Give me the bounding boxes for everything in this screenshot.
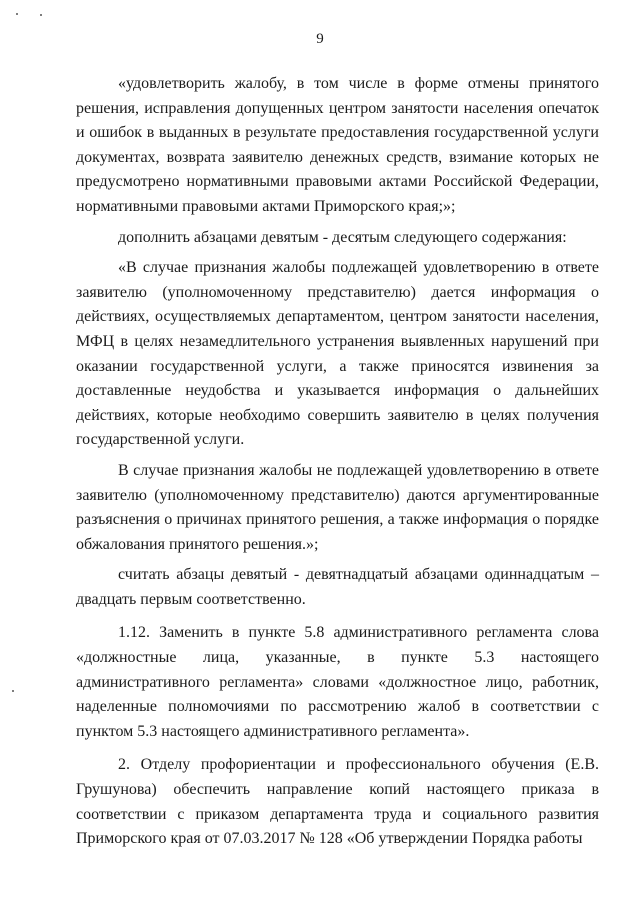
paragraph-add-subparagraphs: дополнить абзацами девятым - десятым следующего содержания: [118,228,567,246]
scan-speck [12,690,14,692]
paragraph-item-1-12: 1.12. Заменить в пункте 5.8 административного регламента слова «должностные лица, указанные, в пункте 5.3 настоящего административного регламента» словами «должностное лицо, работник, наделенные полномочиями по рассмотрению жалоб в соответствии с пунктом 5.3 настоящего административного регламента». [76,624,599,740]
paragraph-complaint-upheld: «В случае признания жалобы подлежащей удовлетворению в ответе заявителю (уполномоченному представителю) дается информация о действиях, осуществляемых департаментом, центром занятости населения, МФЦ в целях незамедлительного устранения выявленных нарушений при оказании государственной услуги, а также приносятся извинения за доставленные неудобства и указывается информация о дальнейших действиях, которые необходимо совершить заявителю в целях получения государственной услуги. [76,259,599,449]
document-body [76,72,599,852]
page-number: 9 [316,31,324,47]
scan-speck [40,14,42,16]
paragraph-item-2: 2. Отделу профориентации и профессионального обучения (Е.В. Грушунова) обеспечить направление копий настоящего приказа в соответствии с приказом департамента труда и социального развития Приморского края от 07.03.2017 № 128 «Об утверждении Порядка работы [76,756,599,848]
paragraph-complaint-satisfaction-wording: «удовлетворить жалобу, в том числе в форме отмены принятого решения, исправления допущенных центром занятости населения опечаток и ошибок в выданных в результате предоставления государственной услуги документах, возврата заявителю денежных средств, взимание которых не предусмотрено нормативными правовыми актами Российской Федерации, нормативными правовыми актами Приморского края;»; [76,75,599,215]
scan-speck [16,13,18,15]
paragraph-renumbering: считать абзацы девятый - девятнадцатый абзацами одиннадцатым – двадцать первым соответственно. [76,566,599,608]
paragraph-complaint-rejected: В случае признания жалобы не подлежащей удовлетворению в ответе заявителю (уполномоченному представителю) даются аргументированные разъяснения о причинах принятого решения, а также информация о порядке обжалования принятого решения.»; [76,461,599,553]
